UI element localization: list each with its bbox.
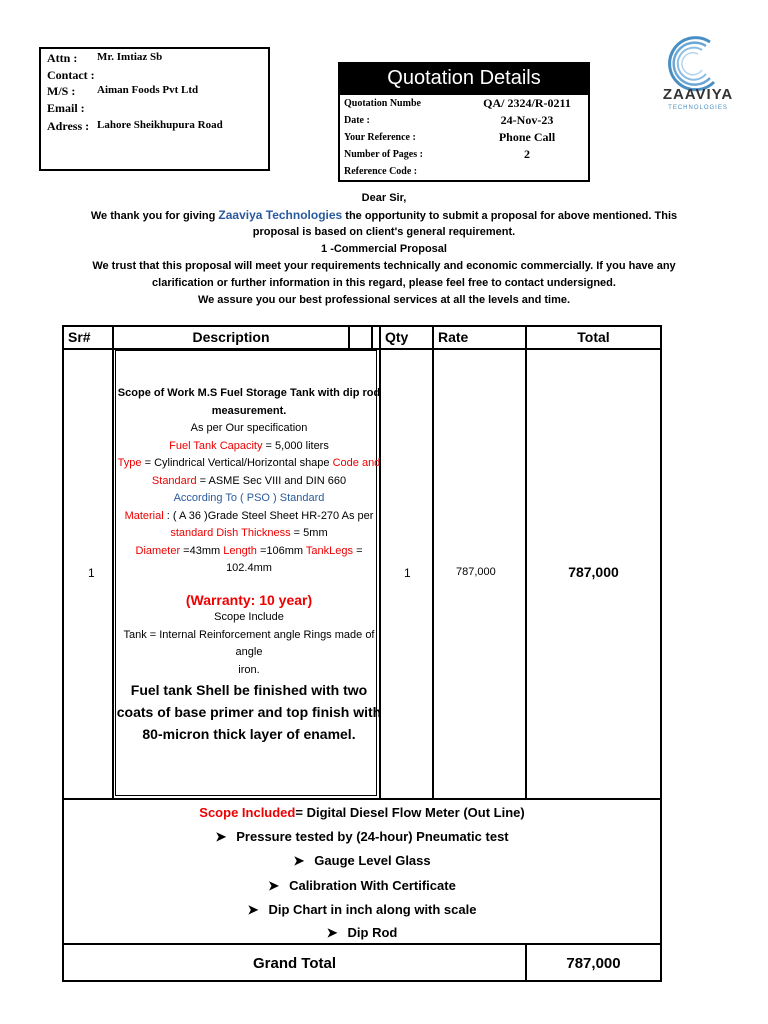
- row-sr: 1: [88, 566, 95, 580]
- col-divider: [525, 325, 527, 799]
- header-sr: Sr#: [68, 329, 91, 345]
- desc-warranty: (Warranty: 10 year): [185, 591, 313, 608]
- attn-row: [47, 51, 162, 66]
- brand-name: Zaaviya Technologies: [218, 208, 343, 222]
- scope-item: [64, 829, 660, 845]
- logo-name: ZAAVIYA: [662, 86, 734, 103]
- reference-label: Your Reference :: [344, 132, 416, 143]
- intro-line-3: 1 -Commercial Proposal: [321, 243, 447, 255]
- scope-item-text: Dip Rod: [347, 925, 398, 940]
- row-rate: 787,000: [456, 566, 496, 578]
- scope-included-label: Scope Included: [199, 805, 296, 820]
- scope-item: [64, 853, 660, 869]
- row-divider: [62, 798, 662, 800]
- row-total: 787,000: [568, 564, 619, 580]
- pages-label: Number of Pages :: [344, 149, 423, 160]
- reference-code-row: [344, 163, 590, 180]
- logo-tagline: TECHNOLOGIES: [668, 105, 728, 111]
- capacity-label: Fuel Tank Capacity: [169, 439, 263, 452]
- header-total: Total: [577, 329, 610, 345]
- desc-finish: Fuel tank Shell be finished with two coats of base primer and top finish with 80-micron thick layer of enamel.: [116, 682, 382, 742]
- quotation-number-row: [344, 95, 590, 112]
- type-value: = Cylindrical Vertical/Horizontal shape: [141, 457, 333, 469]
- intro-line-1: [40, 207, 728, 225]
- material-value: : ( A 36 )Grade Steel Sheet HR-270 As per: [163, 509, 374, 522]
- header-description: Description: [192, 329, 270, 345]
- quotation-number-label: Quotation Numbe: [344, 98, 421, 109]
- grand-total-label: Grand Total: [252, 955, 337, 972]
- arrow-bullet-icon: ➤: [326, 925, 338, 940]
- attention-box: [39, 47, 270, 171]
- pages-value: 2: [524, 147, 530, 161]
- desc-spec: As per Our specification: [190, 422, 308, 434]
- pages-row: [344, 146, 590, 163]
- scope-item-text: Dip Chart in inch along with scale: [268, 902, 477, 917]
- code-label: Code and Standard: [151, 457, 381, 487]
- arrow-bullet-icon: ➤: [293, 853, 305, 868]
- ms-label: M/S :: [47, 84, 76, 98]
- date-label: Date :: [344, 115, 370, 126]
- capacity-value: = 5,000 liters: [262, 439, 329, 452]
- length-value: =106mm: [256, 544, 306, 557]
- diameter-label: Diameter: [135, 544, 181, 557]
- header-qty: Qty: [385, 329, 409, 345]
- legs-value: = 102.4mm: [226, 544, 363, 574]
- intro-line-1-end: the opportunity to submit a proposal for above mentioned. This: [342, 210, 678, 222]
- scope-item-text: Calibration With Certificate: [289, 878, 456, 893]
- col-divider: [432, 325, 434, 799]
- salutation: Dear Sir,: [361, 192, 407, 204]
- scope-item: [64, 878, 660, 894]
- attn-value: Mr. Imtiaz Sb: [97, 51, 163, 63]
- address-value: Lahore Sheikhupura Road: [97, 119, 223, 131]
- arrow-bullet-icon: ➤: [268, 878, 280, 893]
- type-label: Type: [117, 457, 142, 469]
- scope-included-first: = Digital Diesel Flow Meter (Out Line): [295, 805, 525, 820]
- reference-row: [344, 129, 590, 146]
- desc-pso: According To ( PSO ) Standard: [173, 492, 325, 504]
- dish-value: = 5mm: [290, 527, 328, 539]
- length-label: Length: [223, 544, 257, 557]
- intro-line-1-start: We thank you for giving: [90, 210, 219, 222]
- item-description: [115, 385, 383, 745]
- scope-item: [64, 925, 660, 941]
- company-logo: [648, 28, 748, 118]
- desc-title: Scope of Work M.S Fuel Storage Tank with dip rod measurement.: [117, 387, 381, 417]
- address-row: [47, 119, 223, 134]
- desc-capacity: [115, 438, 383, 456]
- legs-label: TankLegs: [305, 544, 354, 557]
- dish-label: standard Dish Thickness: [170, 527, 291, 539]
- grand-total-divider: [62, 943, 662, 945]
- arrow-bullet-icon: ➤: [215, 829, 227, 844]
- scope-included-line: [64, 805, 660, 820]
- desc-scope-include: Scope Include: [214, 611, 284, 623]
- email-label: Email :: [47, 101, 85, 115]
- desc-dimensions: [115, 543, 383, 578]
- row-qty: 1: [404, 566, 411, 580]
- header-rate: Rate: [438, 329, 469, 345]
- intro-line-4: We trust that this proposal will meet your requirements technically and economic commercially. If you have any: [92, 260, 676, 272]
- intro-line-2: proposal is based on client's general requirement.: [252, 226, 516, 238]
- grand-total-value: 787,000: [566, 955, 621, 972]
- desc-type: [115, 455, 383, 490]
- code-value: = ASME Sec VIII and DIN 660: [196, 474, 347, 487]
- reference-value: Phone Call: [498, 130, 556, 144]
- col-divider: [371, 325, 373, 349]
- contact-label: Contact :: [47, 68, 95, 82]
- intro-line-5: clarification or further information in this regard, please feel free to contact undersigned.: [152, 277, 616, 289]
- material-label: Material: [124, 509, 164, 522]
- attn-label: Attn :: [47, 51, 78, 65]
- quotation-details-box: [338, 95, 590, 182]
- ms-value: Aiman Foods Pvt Ltd: [97, 84, 199, 96]
- intro-line-6: We assure you our best professional services at all the levels and time.: [197, 294, 571, 306]
- col-divider: [348, 325, 350, 349]
- date-value: 24-Nov-23: [500, 113, 554, 127]
- desc-tank: Tank = Internal Reinforcement angle Rings made of angle: [123, 628, 375, 658]
- quotation-number-value: QA/ 2324/R-0211: [483, 96, 571, 110]
- desc-iron: iron.: [238, 663, 260, 676]
- ms-row: [47, 84, 198, 99]
- arrow-bullet-icon: ➤: [247, 902, 259, 917]
- email-row: [47, 101, 97, 116]
- date-row: [344, 112, 590, 129]
- contact-row: [47, 68, 97, 83]
- scope-item: [64, 902, 660, 918]
- quotation-title: Quotation Details: [338, 62, 590, 95]
- desc-material: [115, 508, 383, 543]
- reference-code-label: Reference Code :: [344, 166, 418, 177]
- scope-item-text: Gauge Level Glass: [314, 853, 431, 868]
- scope-item-text: Pressure tested by (24-hour) Pneumatic test: [236, 829, 509, 844]
- address-label: Adress :: [47, 119, 90, 133]
- col-divider: [112, 325, 114, 799]
- diameter-value: =43mm: [180, 544, 224, 557]
